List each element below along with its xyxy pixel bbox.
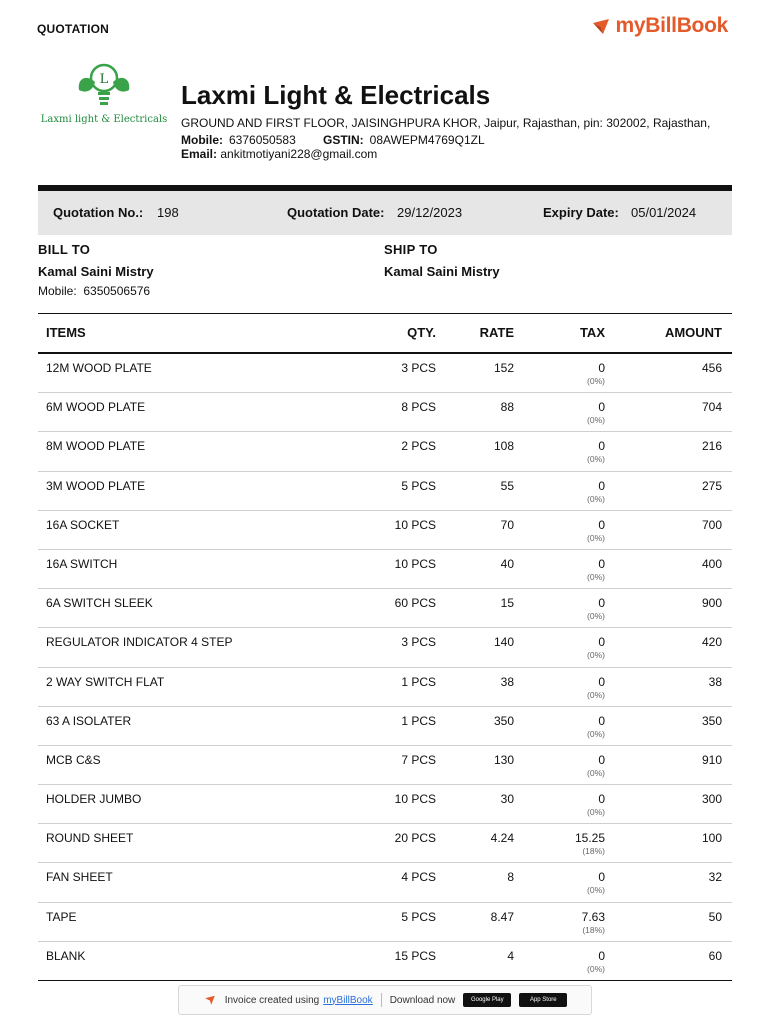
quotation-date-value: 29/12/2023 — [397, 205, 463, 220]
row-item: HOLDER JUMBO — [46, 792, 142, 807]
row-amount: 38 — [708, 674, 722, 689]
row-tax: 0 (0%) — [587, 792, 605, 818]
app-store-badge[interactable]: App Store — [519, 993, 567, 1007]
table-row — [38, 628, 732, 667]
header-amount: AMOUNT — [664, 325, 722, 340]
row-rate: 15 — [500, 596, 514, 611]
row-amount: 216 — [701, 439, 722, 454]
row-tax-percent: (0%) — [587, 376, 605, 386]
footer-brand-link[interactable]: myBillBook — [323, 994, 373, 1006]
footer-prefix: Invoice created using — [224, 994, 320, 1006]
quotation-no-value: 198 — [157, 205, 179, 220]
expiry-date-label: Expiry Date: — [543, 205, 619, 220]
row-qty: 3 PCS — [401, 361, 436, 375]
header-items: ITEMS — [46, 325, 86, 340]
business-email: Email: ankitmotiyani228@gmail.com — [181, 147, 378, 161]
row-tax-percent: (0%) — [587, 689, 605, 700]
business-mobile: Mobile: 6376050583 — [181, 133, 296, 147]
row-tax: 0 (0%) — [587, 674, 605, 700]
row-amount: 50 — [708, 909, 722, 924]
row-item: 3M WOOD PLATE — [46, 478, 146, 493]
logo-caption: Laxmi light & Electricals — [40, 114, 168, 125]
row-tax: 7.63 (18%) — [581, 909, 605, 935]
row-rate: 4.24 — [490, 831, 514, 846]
row-item: 12M WOOD PLATE — [46, 361, 152, 375]
quotation-no-label: Quotation No.: — [53, 205, 144, 220]
bulb-leaf-icon — [69, 60, 139, 110]
row-tax-percent: (0%) — [587, 532, 605, 543]
row-tax: 0 (0%) — [587, 596, 605, 622]
row-rate: 130 — [493, 752, 514, 767]
row-tax-percent: (0%) — [587, 650, 605, 661]
row-item: 63 A ISOLATER — [46, 713, 132, 728]
row-amount: 910 — [701, 752, 722, 767]
quotation-meta-bar — [38, 191, 732, 235]
row-tax-percent: (0%) — [587, 807, 605, 818]
footer-download-label: Download now — [389, 994, 456, 1006]
ship-to-label: SHIP TO — [384, 242, 438, 257]
row-rate: 88 — [500, 400, 514, 415]
row-rate: 4 — [507, 948, 514, 963]
row-tax-percent: (0%) — [587, 493, 605, 504]
row-qty: 8 PCS — [401, 400, 436, 415]
row-tax: 0 (0%) — [587, 478, 605, 504]
row-tax: 0 (0%) — [587, 517, 605, 543]
row-amount: 275 — [701, 478, 722, 493]
bill-to-label: BILL TO — [38, 242, 91, 257]
row-item: BLANK — [46, 948, 86, 963]
row-item: 6A SWITCH SLEEK — [46, 596, 153, 611]
row-tax-percent: (18%) — [582, 924, 605, 935]
row-amount: 60 — [708, 948, 722, 963]
row-tax-percent: (0%) — [587, 571, 605, 582]
table-row — [38, 511, 732, 550]
row-rate: 55 — [500, 478, 514, 493]
footer-separator — [381, 993, 382, 1007]
row-amount: 400 — [701, 556, 722, 571]
row-amount: 704 — [701, 400, 722, 415]
row-tax: 0 (0%) — [587, 556, 605, 582]
row-rate: 152 — [493, 361, 514, 375]
row-tax-percent: (0%) — [587, 767, 605, 778]
ship-to-name: Kamal Saini Mistry — [384, 264, 500, 279]
row-tax-percent: (0%) — [587, 728, 605, 739]
row-qty: 3 PCS — [401, 635, 436, 650]
brand-name: myBillBook — [615, 14, 728, 37]
quotation-date-label: Quotation Date: — [287, 205, 385, 220]
row-rate: 30 — [500, 792, 514, 807]
header-qty: QTY. — [407, 325, 436, 340]
row-item: REGULATOR INDICATOR 4 STEP — [46, 635, 233, 650]
row-item: 2 WAY SWITCH FLAT — [46, 674, 165, 689]
table-row — [38, 432, 732, 471]
row-amount: 350 — [701, 713, 722, 728]
row-tax: 0 (0%) — [587, 439, 605, 465]
row-amount: 420 — [701, 635, 722, 650]
row-rate: 108 — [493, 439, 514, 454]
table-row — [38, 903, 732, 942]
row-rate: 8.47 — [490, 909, 514, 924]
row-tax: 0 (0%) — [587, 713, 605, 739]
row-rate: 140 — [493, 635, 514, 650]
row-item: FAN SHEET — [46, 870, 113, 885]
table-row — [38, 354, 732, 393]
row-amount: 32 — [708, 870, 722, 885]
table-row — [38, 707, 732, 746]
logo-letter: L — [99, 72, 109, 87]
row-tax: 15.25 (18%) — [574, 831, 605, 857]
row-rate: 8 — [507, 870, 514, 885]
table-row — [38, 472, 732, 511]
row-tax: 0 (0%) — [587, 635, 605, 661]
row-tax: 0 (0%) — [587, 948, 605, 974]
header-tax: TAX — [579, 325, 605, 340]
row-tax-percent: (18%) — [582, 846, 605, 857]
table-row — [38, 393, 732, 432]
business-name: Laxmi Light & Electricals — [181, 80, 491, 110]
table-row — [38, 746, 732, 785]
items-table — [38, 313, 732, 981]
footer-banner — [178, 985, 592, 1015]
brand-bolt-icon — [591, 16, 611, 36]
table-row — [38, 785, 732, 824]
table-row — [38, 824, 732, 863]
table-row — [38, 668, 732, 707]
row-qty: 5 PCS — [401, 909, 436, 924]
google-play-badge[interactable]: Google Play — [463, 993, 511, 1007]
row-item: 16A SOCKET — [46, 517, 120, 532]
table-body — [38, 354, 732, 981]
row-qty: 60 PCS — [394, 596, 436, 611]
row-qty: 7 PCS — [401, 752, 436, 767]
row-item: MCB C&S — [46, 752, 101, 767]
footer-brand-icon — [203, 994, 217, 1006]
row-tax-percent: (0%) — [587, 885, 605, 896]
row-qty: 10 PCS — [394, 517, 436, 532]
bill-to-name: Kamal Saini Mistry — [38, 264, 154, 279]
document-type-label: QUOTATION — [37, 22, 110, 36]
row-qty: 1 PCS — [401, 713, 436, 728]
table-row — [38, 863, 732, 902]
row-tax-percent: (0%) — [587, 454, 605, 465]
row-qty: 10 PCS — [394, 792, 436, 807]
row-qty: 2 PCS — [401, 439, 436, 454]
row-item: 8M WOOD PLATE — [46, 439, 146, 454]
row-amount: 456 — [701, 361, 722, 375]
row-amount: 900 — [701, 596, 722, 611]
bill-to-mobile: Mobile: 6350506576 — [38, 284, 151, 298]
row-item: 6M WOOD PLATE — [46, 400, 146, 415]
row-item: 16A SWITCH — [46, 556, 118, 571]
header-rate: RATE — [479, 325, 514, 340]
expiry-date-value: 05/01/2024 — [631, 205, 697, 220]
row-tax: 0 (0%) — [587, 870, 605, 896]
row-amount: 300 — [701, 792, 722, 807]
row-rate: 70 — [500, 517, 514, 532]
row-amount: 700 — [701, 517, 722, 532]
row-item: TAPE — [46, 909, 77, 924]
row-rate: 40 — [500, 556, 514, 571]
business-logo — [40, 60, 168, 160]
business-gstin: GSTIN: 08AWEPM4769Q1ZL — [323, 133, 485, 147]
row-qty: 5 PCS — [401, 478, 436, 493]
row-qty: 10 PCS — [394, 556, 436, 571]
row-tax: 0 (0%) — [587, 361, 605, 386]
row-qty: 15 PCS — [394, 948, 436, 963]
brand-logo — [591, 14, 728, 38]
row-qty: 20 PCS — [394, 831, 436, 846]
business-address: GROUND AND FIRST FLOOR, JAISINGHPURA KHOR, Jaipur, Rajasthan, pin: 302002, Rajasthan, — [181, 116, 711, 130]
row-tax-percent: (0%) — [587, 963, 605, 974]
row-tax-percent: (0%) — [587, 611, 605, 622]
row-qty: 1 PCS — [401, 674, 436, 689]
table-row — [38, 550, 732, 589]
row-tax-percent: (0%) — [587, 415, 605, 426]
table-header — [38, 313, 732, 354]
table-row — [38, 589, 732, 628]
row-rate: 38 — [500, 674, 514, 689]
row-tax: 0 (0%) — [587, 400, 605, 426]
table-row — [38, 942, 732, 981]
row-item: ROUND SHEET — [46, 831, 134, 846]
row-rate: 350 — [493, 713, 514, 728]
row-amount: 100 — [701, 831, 722, 846]
row-tax: 0 (0%) — [587, 752, 605, 778]
row-qty: 4 PCS — [401, 870, 436, 885]
